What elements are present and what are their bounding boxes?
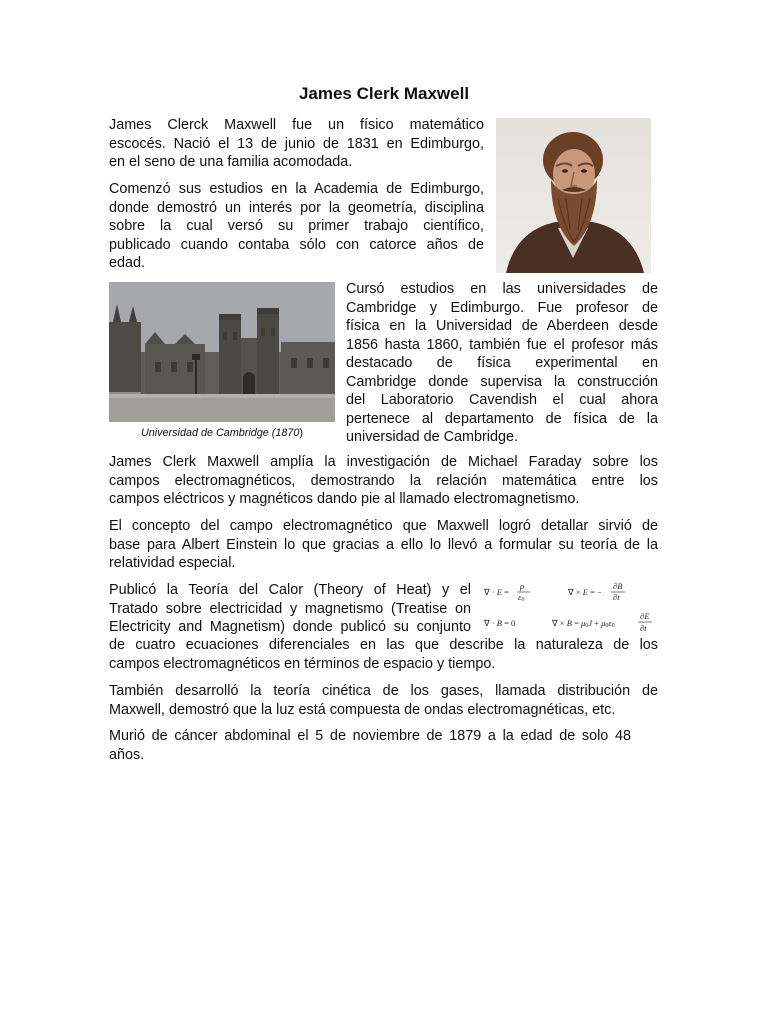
text-line: edad. [109,255,146,271]
maxwell-portrait [496,118,651,273]
paragraph-career [346,280,658,447]
text-line: base para Albert Einstein lo que gracias a ello lo llevó a formular su teoría de la [109,536,658,553]
caption-close: ) [299,427,304,439]
svg-text:ρ: ρ [520,581,525,591]
paragraph-faraday [109,453,658,509]
svg-text:∂t: ∂t [613,592,620,602]
paragraph-einstein [109,517,658,573]
text-line: James Clerk Maxwell amplía la investigación de Michael Faraday sobre los [109,454,658,470]
paragraph-death [109,727,631,764]
caption-year: 1870 [275,427,300,439]
text-line: James Clerck Maxwell fue un físico matemático [109,117,484,133]
text-line: El concepto del campo electromagnético que Maxwell logró detallar sirvió de [109,518,658,534]
text-line: campos electromagnéticos en términos de espacio y tiempo. [109,655,496,672]
equation-gauss-electric [483,581,530,603]
text-line: escocés. Nació el 13 de junio de 1831 en Edimburgo, [109,135,484,152]
svg-text:∂B: ∂B [613,581,623,591]
text-line: Cursó estudios en las universidades de [346,281,658,297]
text-line: del Laboratorio Cavendish el cual ahora [346,392,658,408]
cambridge-campus-photo [109,282,335,422]
text-line: Publicó la Teoría del Calor (Theory of Heat) y el [109,582,471,598]
paragraph-publications [109,581,471,637]
equation-gauss-magnetic [483,618,515,628]
text-line: campos electromagnéticos, demostrando la relación matemática entre los [109,472,658,489]
svg-text:∇ × E = −: ∇ × E = − [568,587,602,597]
equation-ampere [551,611,652,633]
text-line: Cambridge donde supervisa la construcción [346,373,658,390]
paragraph-education [109,180,484,273]
svg-text:∂E: ∂E [640,611,650,621]
document-title: James Clerk Maxwell [298,84,470,103]
equation-faraday [567,581,625,602]
text-line: Maxwell, demostró que la luz está compuesta de ondas electromagnéticas, etc. [109,701,616,718]
text-line: relatividad especial. [109,555,236,571]
text-line: pertenece al departamento de física de la [346,410,658,427]
paragraph-publications-continued [109,636,658,673]
text-line: Electricity and Magnetism) donde publicó su conjunto [109,619,471,635]
caption-text: Universidad de Cambridge ( [140,427,276,439]
text-line: física en la Universidad de Aberdeen desde [346,318,658,334]
text-line: Tratado sobre electricidad y magnetismo (Treatise on [109,600,471,617]
text-line: Cambridge y Edimburgo. Fue profesor de [346,299,658,316]
text-line: de cuatro ecuaciones diferenciales en las que describe la naturaleza de los [109,637,658,653]
text-line: publicado cuando contaba sólo con catorce años de [109,236,484,253]
svg-text:∂t: ∂t [640,623,647,633]
text-line: sobre la cual versó su primer trabajo científico, [109,218,484,234]
paragraph-birth [109,116,484,172]
svg-text:∇ · B = 0: ∇ · B = 0 [484,618,516,628]
text-line: Comenzó sus estudios en la Academia de Edimburgo, [109,181,484,197]
text-line: donde demostró un interés por la geometría, disciplina [109,199,484,216]
svg-text:ε0: ε0 [518,592,525,603]
text-line: años. [109,746,145,763]
text-line: También desarrolló la teoría cinética de los gases, llamada distribución de [109,683,658,699]
text-line: universidad de Cambridge. [346,429,518,445]
text-line: campos eléctricos y magnéticos dando pie al llamado electromagnetismo. [109,491,580,507]
text-line: destacado de física experimental en [346,355,658,371]
text-line: 1856 hasta 1860, también fue el profesor más [346,336,658,353]
maxwell-equations [480,578,660,634]
text-line: en el seno de una familia acomodada. [109,154,353,170]
svg-text:∇ × B = μ0J + μ0ε0: ∇ × B = μ0J + μ0ε0 [552,618,615,629]
photo-caption [109,427,335,439]
paragraph-kinetic-theory [109,682,658,719]
svg-text:∇ · E =: ∇ · E = [484,587,509,597]
text-line: Murió de cáncer abdominal el 5 de noviembre de 1879 a la edad de solo 48 [109,728,631,744]
